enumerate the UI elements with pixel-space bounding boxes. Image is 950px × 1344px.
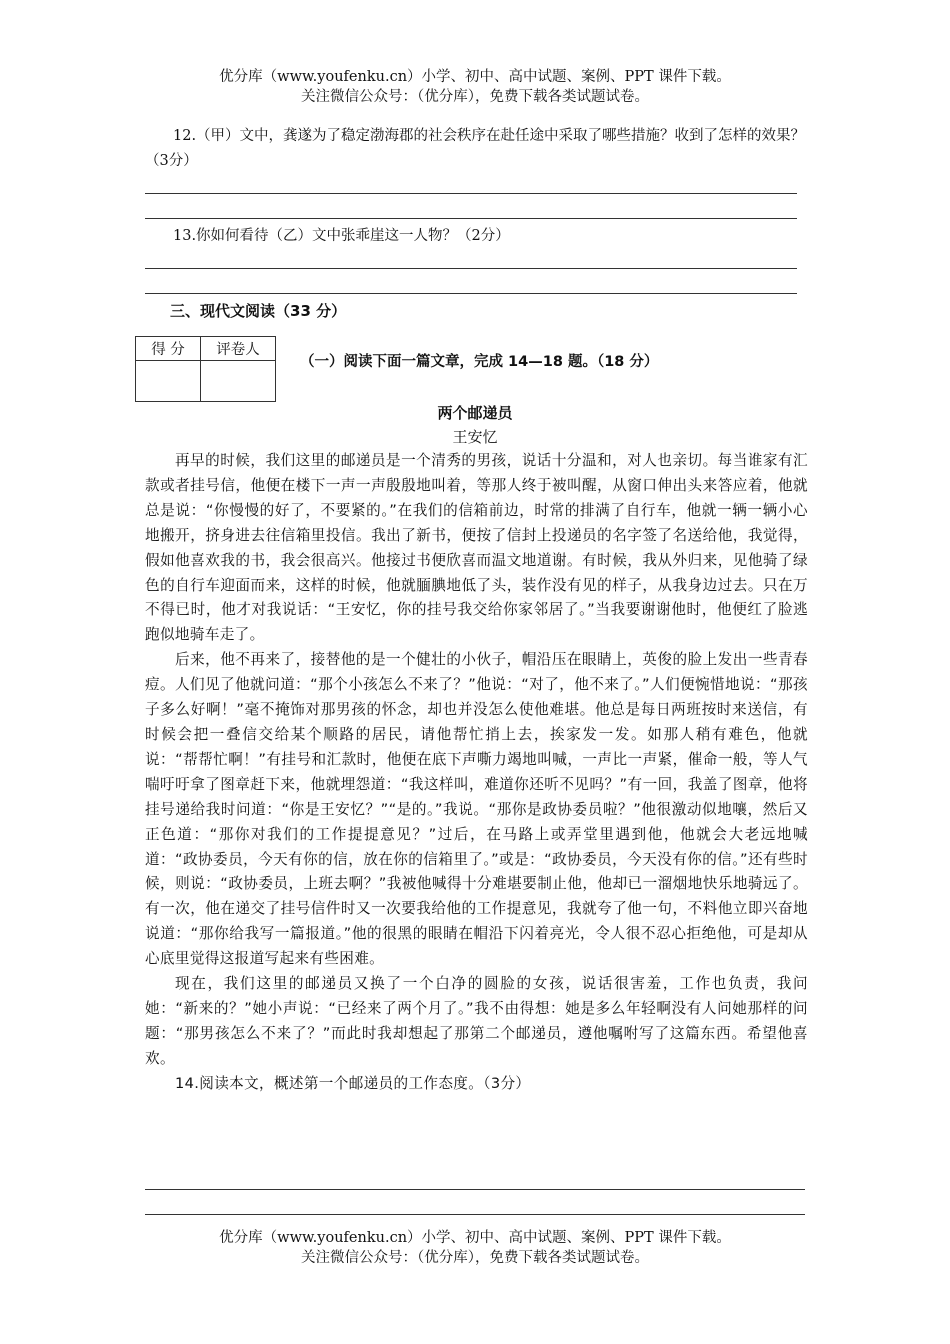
article-title: 两个邮递员 — [437, 404, 513, 422]
answer-line — [145, 293, 797, 294]
footer-line-1: 优分库（www.youfenku.cn）小学、初中、高中试题、案例、PPT 课件下载。 — [219, 1230, 731, 1246]
answer-line — [145, 218, 797, 219]
answer-line — [145, 268, 797, 269]
question-14: 14.阅读本文，概述第一个邮递员的工作态度。（3分） — [175, 1074, 531, 1092]
header-line-2: 关注微信公众号：（优分库），免费下载各类试题试卷。 — [301, 89, 649, 105]
footer-line-2: 关注微信公众号：（优分库），免费下载各类试题试卷。 — [301, 1250, 649, 1266]
answer-line — [145, 193, 797, 194]
score-table — [135, 336, 276, 402]
header-line-1: 优分库（www.youfenku.cn）小学、初中、高中试题、案例、PPT 课件下载。 — [219, 69, 731, 85]
grader-label: 评卷人 — [201, 337, 276, 361]
paragraph: 后来，他不再来了，接替他的是一个健壮的小伙子，帽沿压在眼睛上，英俊的脸上发出一些青春痘。人们见了他就问道：“那个小孩怎么不来了？”他说：“对了，他不来了。”人们便惋惜地说：“那孩子多么好啊！”毫不掩饰对那男孩的怀念，却也并没怎么使他难堪。他总是每日两班按时来送信，有时候会把一叠信交给某个顺路的居民，请他帮忙捎上去，挨家发一发。如那人稍有难色，他就说：“帮帮忙啊！”有挂号和汇款时，他便在底下声嘶力竭地叫喊，一声比一声紧，催命一般，等人气喘吁吁拿了图章赶下来，他就埋怨道：“我这样叫，难道你还听不见吗？”有一回，我盖了图章，他将挂号递给我时问道：“你是王安忆？”“是的。”我说。“那你是政协委员啦？”他很激动似地嚷，然后又正色道：“那你对我们的工作提提意见？”过后，在马路上或弄堂里遇到他，他就会大老远地喊道：“政协委员，今天有你的信，放在你的信箱里了。”或是：“政协委员，今天没有你的信。”还有些时候，则说：“政协委员，上班去啊？”我被他喊得十分难堪要制止他，他却已一溜烟地快乐地骑远了。有一次，他在递交了挂号信件时又一次要我给他的工作提意见，我就夸了他一句，不料他立即兴奋地说道：“那你给我写一篇报道。”他的很黑的眼睛在帽沿下闪着亮光，令人很不忍心拒绝他，可是却从心底里觉得这报道写起来有些困难。 — [145, 651, 808, 968]
score-cell — [136, 361, 201, 402]
score-label: 得 分 — [136, 337, 201, 361]
sub-heading: （一）阅读下面一篇文章，完成 14—18 题。（18 分） — [300, 354, 659, 370]
question-12: 12.（甲）文中，龚遂为了稳定渤海郡的社会秩序在赴任途中采取了哪些措施？收到了怎样的效果？（3分） — [145, 128, 806, 169]
grader-cell — [201, 361, 276, 402]
section-title: 三、现代文阅读（33 分） — [170, 302, 347, 320]
article-author: 王安忆 — [452, 428, 498, 446]
answer-line — [145, 1189, 805, 1190]
paragraph: 现在，我们这里的邮递员又换了一个白净的圆脸的女孩，说话很害羞，工作也负责，我问她：“新来的？”她小声说：“已经来了两个月了。”我不由得想：她是多么年轻啊没有人问她那样的问题：“那男孩怎么不来了？”而此时我却想起了那第二个邮递员，遵他嘱咐写了这篇东西。希望他喜欢。 — [145, 975, 808, 1067]
question-13: 13.你如何看待（乙）文中张乖崖这一人物？（2分） — [173, 228, 510, 244]
paragraph: 再早的时候，我们这里的邮递员是一个清秀的男孩，说话十分温和，对人也亲切。每当谁家有汇款或者挂号信，他便在楼下一声一声殷殷地叫着，等那人终于被叫醒，从窗口伸出头来答应着，他就总是说：“你慢慢的好了，不要紧的。”在我们的信箱前边，时常的排满了自行车，他就一辆一辆小心地搬开，挤身进去往信箱里投信。我出了新书，便按了信封上投递员的名字签了名送给他，我觉得，假如他喜欢我的书，我会很高兴。他接过书便欣喜而温文地道谢。有时候，我从外归来，见他骑了绿色的自行车迎面而来，这样的时候，他就腼腆地低了头，装作没有见的样子，从我身边过去。只在万不得已时，他才对我说话：“王安忆，你的挂号我交给你家邻居了。”当我要谢谢他时，他便红了脸逃跑似地骑车走了。 — [145, 452, 808, 644]
answer-line — [145, 1214, 805, 1215]
article-body — [145, 449, 808, 1097]
